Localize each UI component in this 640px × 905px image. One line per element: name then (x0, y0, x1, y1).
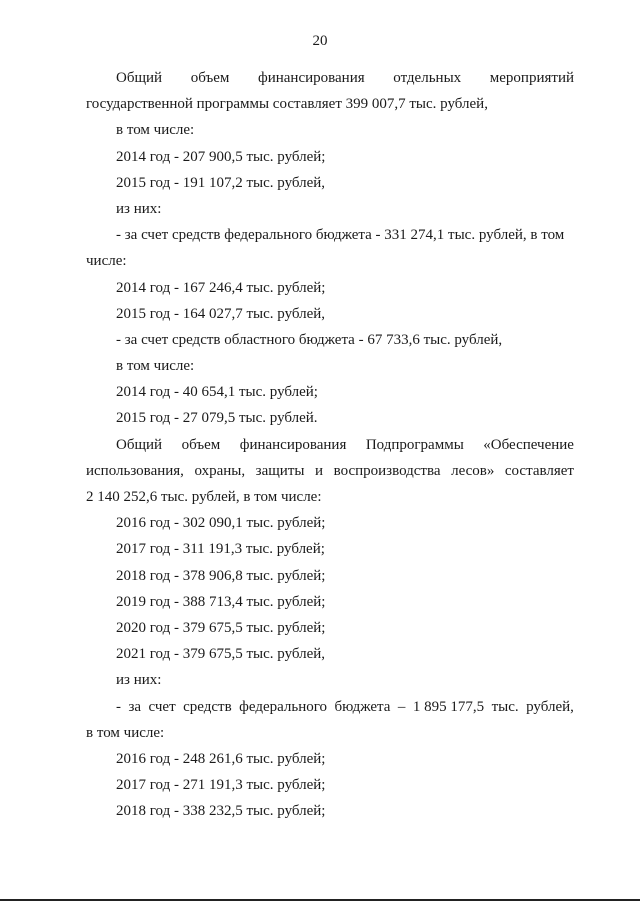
federal-2-line-1 (86, 694, 574, 720)
word: – (397, 698, 406, 715)
paragraph-2-line-1 (86, 432, 574, 458)
paragraph-1-line-1 (86, 65, 574, 91)
word: лесов» (451, 462, 495, 479)
text-line: из них: (116, 200, 162, 217)
word: бюджета (334, 698, 391, 715)
text-line: 2020 год - 379 675,5 тыс. рублей; (116, 619, 326, 636)
text-line: 2014 год - 40 654,1 тыс. рублей; (116, 384, 318, 401)
word: составляет (504, 462, 574, 479)
paragraph-2-line-2 (86, 458, 574, 484)
word: Общий (116, 70, 163, 86)
federal-1-line-1: - за счет средств федерального бюджета - 331 274,1 тыс. рублей, в том (116, 227, 565, 244)
word: использования, (86, 462, 184, 479)
text-line: в том числе: (116, 122, 195, 139)
word: 1 895 177,5 (412, 698, 485, 715)
text-line: 2019 год - 388 713,4 тыс. рублей; (116, 593, 326, 610)
page-bottom-edge (0, 899, 640, 901)
word: финансирования (239, 436, 347, 453)
word: тыс. (491, 698, 519, 715)
paragraph-1-line-2: государственной программы составляет 399 007,7 тыс. рублей, (86, 96, 488, 113)
word: охраны, (194, 462, 246, 479)
text-line: 2016 год - 302 090,1 тыс. рублей; (116, 515, 326, 532)
word: за (128, 698, 142, 715)
word: воспроизводства (333, 462, 441, 479)
federal-2-line-2: в том числе: (86, 724, 165, 741)
text-line: 2017 год - 311 191,3 тыс. рублей; (116, 541, 325, 558)
text-line: 2017 год - 271 191,3 тыс. рублей; (116, 777, 326, 794)
paragraph-2-line-3: 2 140 252,6 тыс. рублей, в том числе: (86, 489, 322, 505)
word: отдельных (393, 70, 462, 86)
text-line: 2014 год - 167 246,4 тыс. рублей; (116, 279, 326, 296)
word: «Обеспечение (483, 436, 574, 453)
text-line: 2018 год - 378 906,8 тыс. рублей; (116, 567, 326, 584)
federal-1-line-2: числе: (86, 253, 127, 270)
text-line: 2014 год - 207 900,5 тыс. рублей; (116, 148, 326, 165)
text-line: 2015 год - 27 079,5 тыс. рублей. (116, 410, 318, 427)
word: федерального (239, 698, 328, 715)
text-line: 2018 год - 338 232,5 тыс. рублей; (116, 803, 326, 820)
word: счет (148, 698, 176, 715)
text-line: 2015 год - 164 027,7 тыс. рублей, (116, 305, 326, 322)
text-line: в том числе: (116, 358, 195, 375)
text-line: 2016 год - 248 261,6 тыс. рублей; (116, 750, 326, 767)
word: Общий (116, 436, 163, 453)
text-line: из них: (116, 672, 162, 689)
word: и (315, 462, 324, 479)
word: средств (183, 698, 232, 715)
document-body (86, 65, 574, 824)
word: защиты (255, 462, 305, 479)
word: мероприятий (489, 70, 574, 86)
word: - (116, 698, 121, 715)
word: финансирования (258, 70, 365, 86)
text-line: 2021 год - 379 675,5 тыс. рублей, (116, 646, 326, 663)
word: объем (181, 436, 221, 453)
text-line: - за счет средств областного бюджета - 67 733,6 тыс. рублей, (116, 331, 503, 348)
text-line: 2015 год - 191 107,2 тыс. рублей, (116, 174, 326, 191)
word: Подпрограммы (365, 436, 464, 453)
word: рублей, (526, 698, 574, 715)
page-number: 20 (312, 33, 328, 49)
word: объем (190, 70, 230, 86)
